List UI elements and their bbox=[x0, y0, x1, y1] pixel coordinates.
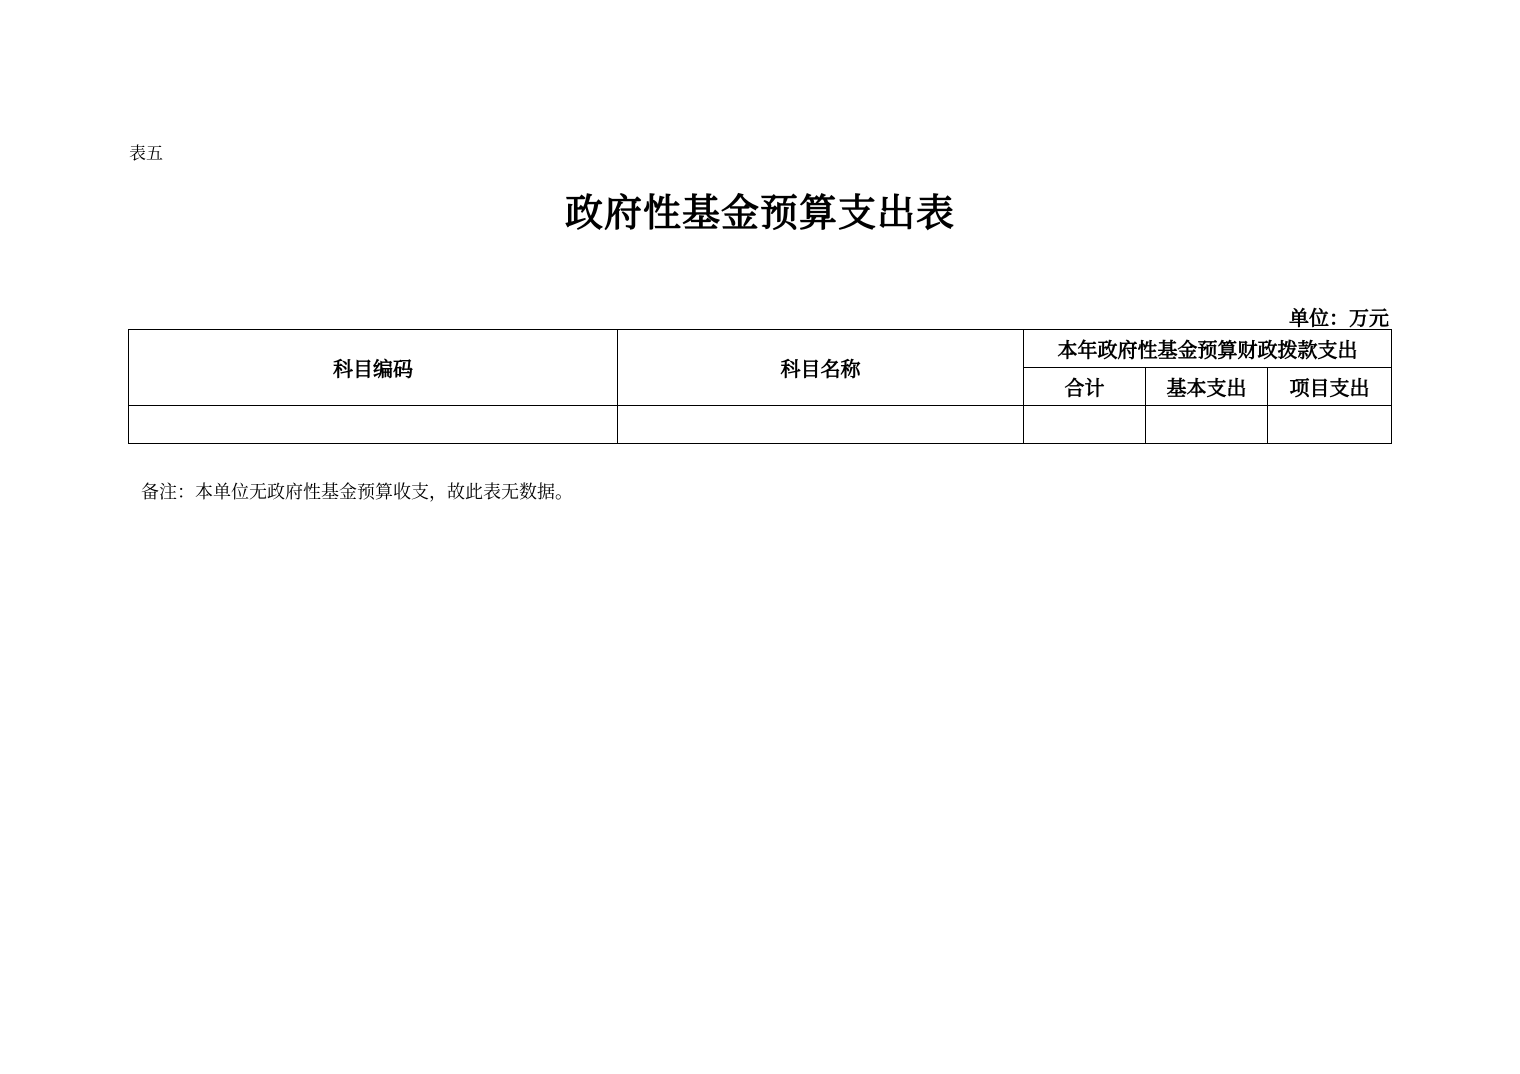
budget-table bbox=[128, 329, 1392, 444]
unit-label: 单位：万元 bbox=[1289, 306, 1389, 330]
table-row bbox=[129, 406, 1392, 444]
header-subject-name: 科目名称 bbox=[618, 330, 1024, 406]
cell-project bbox=[1268, 406, 1392, 444]
header-project: 项目支出 bbox=[1268, 368, 1392, 406]
cell-basic bbox=[1146, 406, 1268, 444]
header-group: 本年政府性基金预算财政拨款支出 bbox=[1024, 330, 1392, 368]
table-header-row bbox=[129, 330, 1392, 368]
table-number: 表五 bbox=[129, 144, 163, 164]
cell-subject-name bbox=[618, 406, 1024, 444]
header-basic: 基本支出 bbox=[1146, 368, 1268, 406]
note-text: 备注：本单位无政府性基金预算收支，故此表无数据。 bbox=[141, 482, 573, 503]
cell-subject-code bbox=[129, 406, 618, 444]
header-subject-code: 科目编码 bbox=[129, 330, 618, 406]
cell-total bbox=[1024, 406, 1146, 444]
page-title: 政府性基金预算支出表 bbox=[564, 190, 955, 235]
header-total: 合计 bbox=[1024, 368, 1146, 406]
